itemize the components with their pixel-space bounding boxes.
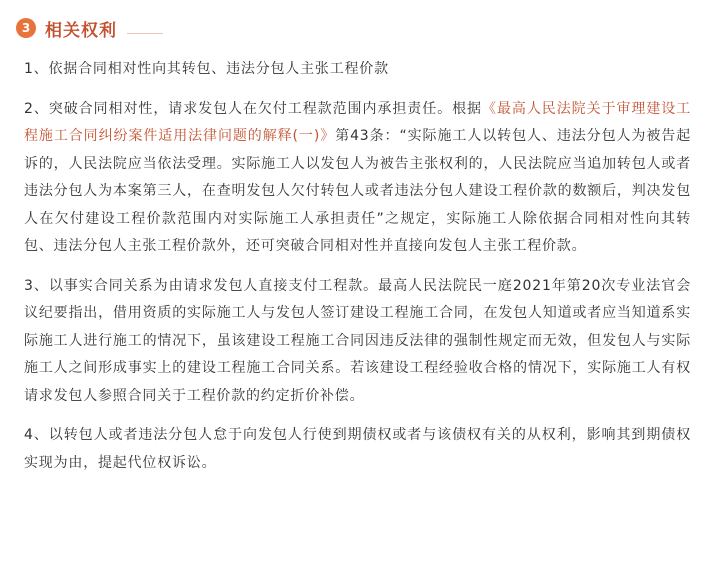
paragraph-4: 4、以转包人或者违法分包人怠于向发包人行使到期债权或者与该债权有关的从权利，影响其到期债权实现为由，提起代位权诉讼。 (24, 427, 691, 471)
law-citation-link[interactable]: 《最高人民法院关于审理建设工程施工合同纠纷案件适用法律问题的解释(一)》 (24, 100, 691, 144)
section-number-badge: 3 (16, 18, 36, 38)
paragraph-2-body: 第43条：“实际施工人以转包人、违法分包人为被告起诉的，人民法院应当依法受理。实际施工人以发包人为被告主张权利的，人民法院应当追加转包人或者违法分包人为本案第三人，在查明发包人欠付转包人或者违法分包人建设工程价款的数额后，判决发包人在欠付建设工程价款范围内对实际施工人承担责任”之规定，实际施工人除依据合同相对性向其转包、违法分包人主张工程价款外，还可突破合同相对性并直接向发包人主张工程价款。 (24, 128, 691, 254)
section-header (16, 14, 163, 42)
paragraph-2-intro: 2、突破合同相对性，请求发包人在欠付工程款范围内承担责任。根据 (24, 100, 482, 117)
title-underline-decoration (127, 33, 163, 34)
article-body (24, 56, 691, 489)
section-title: 相关权利 (45, 20, 117, 41)
paragraph-2 (24, 96, 691, 261)
paragraph-3: 3、以事实合同关系为由请求发包人直接支付工程款。最高人民法院民一庭2021年第20次专业法官会议纪要指出，借用资质的实际施工人与发包人签订建设工程施工合同，在发包人知道或者应当知道系实际施工人进行施工的情况下，虽该建设工程施工合同因违反法律的强制性规定而无效，但发包人与实际施工人之间形成事实上的建设工程施工合同关系。若该建设工程经验收合格的情况下，实际施工人有权请求发包人参照合同关于工程价款的约定折价补偿。 (24, 277, 691, 404)
paragraph-1: 1、依据合同相对性向其转包、违法分包人主张工程价款 (24, 61, 389, 77)
